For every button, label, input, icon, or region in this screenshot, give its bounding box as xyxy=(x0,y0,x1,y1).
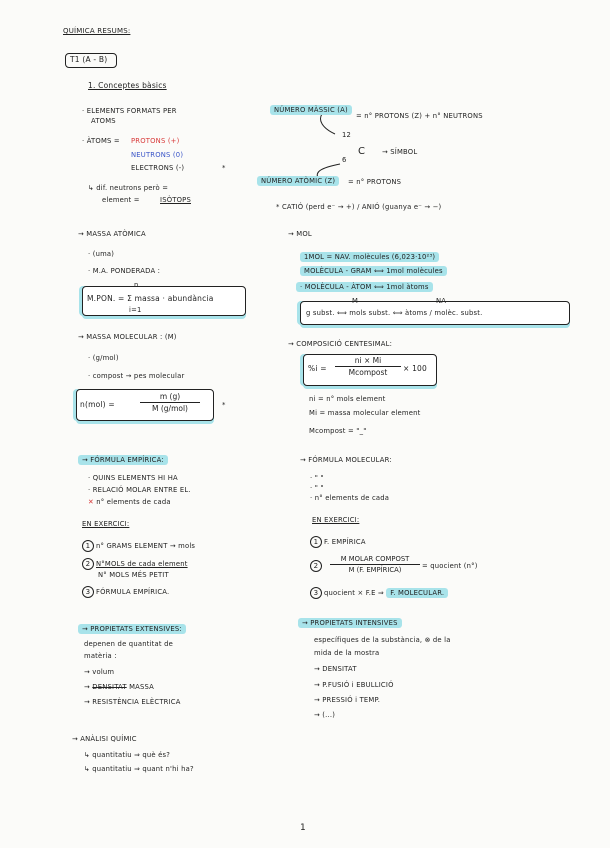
right-step-2-fraction xyxy=(330,555,420,574)
step-1: 1 n° GRAMS ELEMENT → mols xyxy=(82,540,195,552)
pe-line-4: → DENSITAT MASSA xyxy=(84,683,154,691)
prop-int-text: → PROPIETATS INTENSIVES xyxy=(298,618,402,628)
mol-line-1-text: 1MOL = NAV. molècules (6,023·10²³) xyxy=(300,252,439,262)
pct-rhs: × 100 xyxy=(403,364,427,373)
mpon-top: n xyxy=(134,281,139,289)
num-massic-def: = n° PROTONS (Z) + n° NEUTRONS xyxy=(356,112,483,120)
mol-line-1 xyxy=(300,253,439,261)
right-step-2-den: M (F. EMPÍRICA) xyxy=(348,566,402,574)
protons: PROTONS (+) xyxy=(131,137,180,145)
mcompost-def: Mcompost = "_" xyxy=(309,427,367,435)
formula-molecular-heading: → FÓRMULA MOLECULAR: xyxy=(300,456,392,464)
atomic-number-6: 6 xyxy=(342,156,347,164)
composicio-heading: → COMPOSICIÓ CENTESIMAL: xyxy=(288,340,393,348)
nmol-star: * xyxy=(222,401,226,409)
step-3: 3 FÓRMULA EMPÍRICA. xyxy=(82,586,169,598)
nmol-lhs: n(mol) = xyxy=(80,400,115,409)
right-step-3: 3 quocient × F.E ⇒ F. MOLECULAR. xyxy=(310,587,448,599)
page-title: QUÍMICA RESUMS: xyxy=(63,27,131,35)
pi-line-5: → PRESSIÓ i TEMP. xyxy=(314,696,381,704)
step-2b: N° MOLS MÉS PETIT xyxy=(98,571,169,579)
mi-def: Mi = massa molecular element xyxy=(309,409,421,417)
right-step-3-result: F. MOLECULAR. xyxy=(386,588,448,598)
neutrons: NEUTRONS (0) xyxy=(131,151,184,159)
arrow-massic xyxy=(321,114,335,134)
nmol-fraction xyxy=(140,392,200,413)
en-exercici-right: EN EXERCICI: xyxy=(312,516,360,524)
right-step-2-rhs: = quocient (n°) xyxy=(422,562,478,570)
mol-conversion: g subst. ⟺ mols subst. ⟺ àtoms / molèc. subst. xyxy=(306,309,483,317)
ma-ponderada: · M.A. PONDERADA : xyxy=(88,267,161,275)
massa-molecular-heading: → MASSA MOLECULAR : (M) xyxy=(78,333,177,341)
fe-line-3-text: n° elements de cada xyxy=(96,498,171,506)
pi-line-3: → DENSITAT xyxy=(314,665,357,673)
pct-fraction xyxy=(335,356,401,377)
mpon-formula: M.PON. = Σ massa · abundància xyxy=(87,294,214,303)
elements-line-2: ATOMS xyxy=(91,117,116,125)
mol-heading: → MOL xyxy=(288,230,312,238)
prop-int-heading xyxy=(298,619,402,627)
fm-line-1: · " " xyxy=(310,474,324,482)
fe-line-1: · QUINS ELEMENTS HI HA xyxy=(88,474,178,482)
right-step-3-text: quocient × F.E ⇒ xyxy=(324,589,384,597)
pe-line-1: depenen de quantitat de xyxy=(84,640,174,648)
prop-ext-text: → PROPIETATS EXTENSIVES: xyxy=(78,624,186,634)
pe-strike: DENSITAT xyxy=(92,683,127,691)
fe-line-2: · RELACIÓ MOLAR ENTRE EL. xyxy=(88,486,191,494)
fm-line-3: · n° elements de cada xyxy=(310,494,390,502)
num-atomic-def: = n° PROTONS xyxy=(348,178,402,186)
isotops-line-2a: element = xyxy=(102,196,140,204)
formula-empirica-heading xyxy=(78,456,168,464)
pi-line-2: mida de la mostra xyxy=(314,649,380,657)
mol-line-2 xyxy=(300,267,447,275)
mol-box-NA: NA xyxy=(436,297,447,305)
mol-line-3 xyxy=(296,283,433,291)
analisi-1: ↳ quantitatiu ⇒ què és? xyxy=(84,751,171,759)
pct-lhs: %i = xyxy=(308,364,327,373)
massa-atomica-heading: → MASSA ATÒMICA xyxy=(78,230,146,238)
analisi-heading: → ANÀLISI QUÍMIC xyxy=(72,735,137,743)
mol-line-3-text: · MOLÈCULA - ÀTOM ⟺ 1mol àtoms xyxy=(296,282,433,292)
pe-massa: MASSA xyxy=(129,683,154,691)
carbon-symbol: C xyxy=(358,146,366,157)
num-atomic-text: NÚMERO ATÒMIC (Z) xyxy=(257,176,339,186)
compost: · compost → pes molecular xyxy=(88,372,185,380)
mol-box-M: M xyxy=(352,297,359,305)
num-massic xyxy=(270,106,352,114)
fm-line-2: · " " xyxy=(310,484,324,492)
isotops-word: ISÒTOPS xyxy=(160,196,191,204)
right-step-1: 1 F. EMPÍRICA xyxy=(310,536,366,548)
mass-number-12: 12 xyxy=(342,131,352,139)
gmol: · (g/mol) xyxy=(88,354,119,362)
right-step-1-text: F. EMPÍRICA xyxy=(324,538,366,546)
pe-line-2: matèria : xyxy=(84,652,117,660)
pct-num: ni × Mi xyxy=(354,356,382,365)
nmol-num: m (g) xyxy=(159,392,181,401)
subsection-title: 1. Conceptes bàsics xyxy=(88,81,167,90)
step-3-text: FÓRMULA EMPÍRICA. xyxy=(96,588,170,596)
pct-den: Mcompost xyxy=(348,368,388,377)
pi-line-1: específiques de la substància, ⊗ de la xyxy=(314,636,451,644)
mol-line-2-text: MOLÈCULA - GRAM ⟺ 1mol molècules xyxy=(300,266,447,276)
num-massic-text: NÚMERO MÀSSIC (A) xyxy=(270,105,352,115)
nmol-den: M (g/mol) xyxy=(152,404,188,413)
electrons-star: * xyxy=(222,164,226,172)
num-atomic xyxy=(257,177,339,185)
electrons: ELECTRONS (-) xyxy=(131,164,185,172)
fe-line-3 xyxy=(88,498,171,506)
pi-line-4: → P.FUSIÓ i EBULLICIÓ xyxy=(314,681,394,689)
pe-line-5: → RESISTÈNCIA ELÈCTRICA xyxy=(84,698,181,706)
isotops-line-1: ↳ dif. neutrons però = xyxy=(88,184,169,192)
section-label: T1 (A - B) xyxy=(70,55,108,64)
formula-empirica-text: → FÓRMULA EMPÍRICA: xyxy=(78,455,168,465)
uma: · (uma) xyxy=(88,250,115,258)
step-1-text: n° GRAMS ELEMENT → mols xyxy=(96,542,196,550)
mpon-bottom: i=1 xyxy=(129,306,142,314)
prop-ext-heading xyxy=(78,625,186,633)
ni-def: ni = n° mols element xyxy=(309,395,386,403)
step-2: 2 N°MOLS de cada element xyxy=(82,558,188,570)
atoms-label: · ÀTOMS = xyxy=(82,137,120,145)
right-step-2: 2 xyxy=(310,560,324,572)
simbol: → SÍMBOL xyxy=(382,148,418,156)
en-exercici-left: EN EXERCICI: xyxy=(82,520,130,528)
fe-x: ✕ xyxy=(88,498,94,506)
analisi-2: ↳ quantitatiu ⇒ quant n'hi ha? xyxy=(84,765,194,773)
elements-line-1: · ELEMENTS FORMATS PER xyxy=(82,107,177,115)
pi-line-6: → (...) xyxy=(314,711,336,719)
pe-line-3: → volum xyxy=(84,668,115,676)
page-number: 1 xyxy=(300,823,306,833)
cation-anion: * CATIÓ (perd e⁻ → +) / ANIÓ (guanya e⁻ → −) xyxy=(276,203,442,211)
right-step-2-num: M MOLAR COMPOST xyxy=(340,555,410,563)
step-2-text: N°MOLS de cada element xyxy=(96,560,188,568)
